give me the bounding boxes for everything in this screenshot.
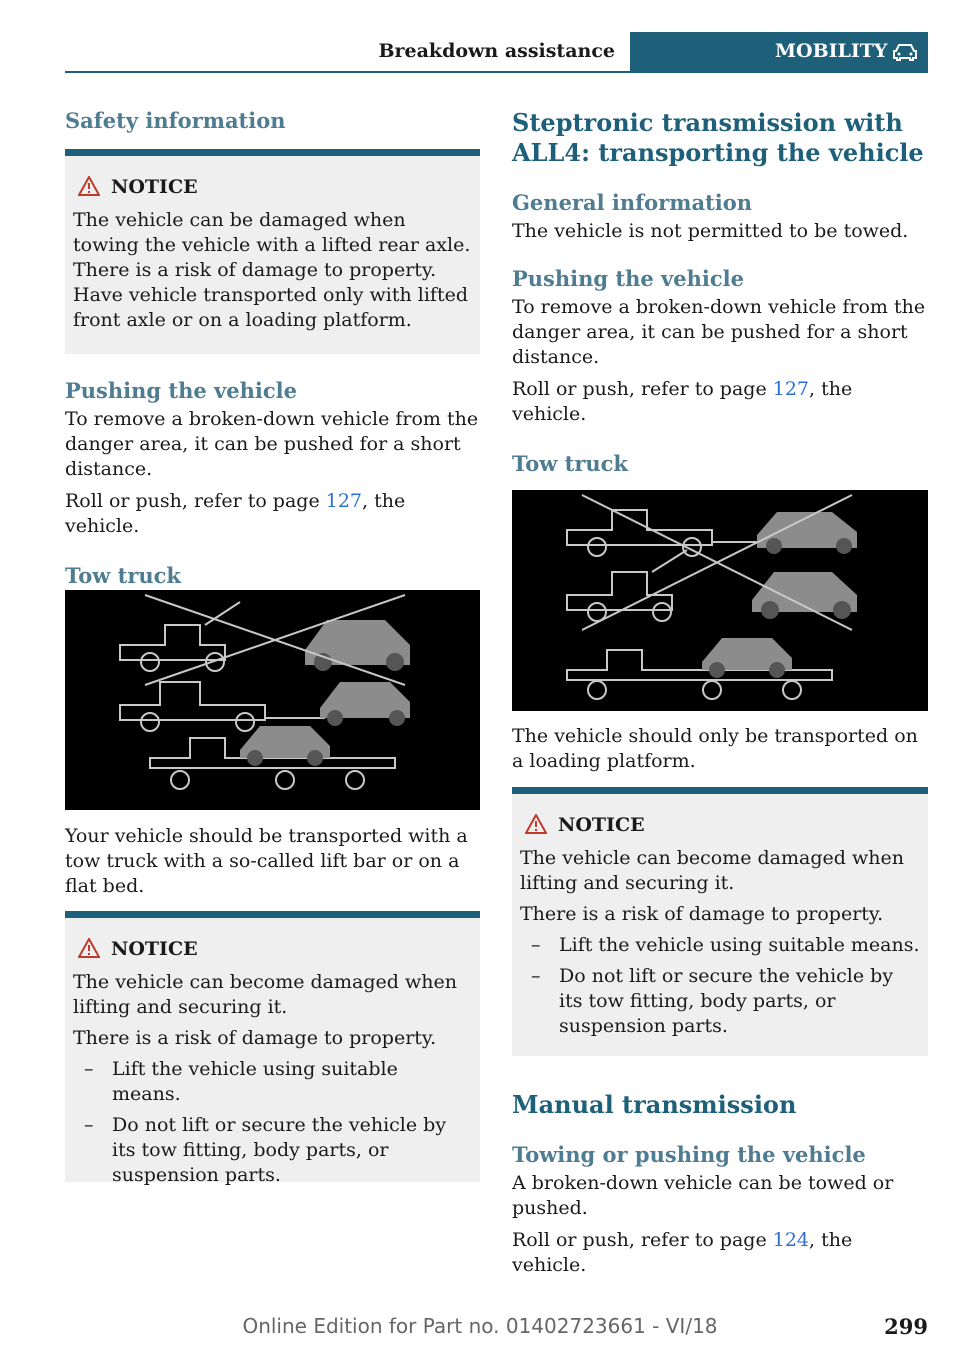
- notice-box-3: [512, 787, 928, 1056]
- roll-push-ref: Roll or push, refer to page 127, the vehicle.: [65, 490, 406, 537]
- list-item: – Lift the vehicle using suitable means.: [73, 1057, 472, 1107]
- notice-text: The vehicle can be damaged when towing the vehicle with a lifted rear axle. There is a risk of damage to property. Have vehicle transported only with lifted front axle or on a loading platform.: [73, 209, 471, 331]
- tow-truck-illustration: [512, 490, 928, 711]
- tow-truck-heading: Tow truck: [512, 451, 628, 476]
- tow-truck-heading: Tow truck: [65, 563, 181, 588]
- warning-icon: [78, 938, 100, 958]
- notice-text-1: The vehicle can become damaged when lifting and securing it.: [520, 847, 904, 894]
- footer-edition: Online Edition for Part no. 01402723661 - VI/18: [242, 1314, 718, 1338]
- notice-text-2: There is a risk of damage to property.: [520, 903, 884, 925]
- section-title: Breakdown assistance: [378, 40, 615, 62]
- manual-heading: Manual transmission: [512, 1090, 797, 1119]
- notice-text-2: There is a risk of damage to property.: [73, 1027, 437, 1049]
- page-link[interactable]: 127: [325, 490, 363, 512]
- notice-box-2: [65, 911, 480, 1186]
- warning-icon: [78, 176, 100, 196]
- tow-truck-figure: [65, 590, 480, 810]
- towing-text: A broken-down vehicle can be towed or pushed.: [512, 1172, 894, 1219]
- towing-heading: Towing or pushing the vehicle: [512, 1142, 866, 1167]
- page-header: [65, 32, 928, 73]
- tow-caption: The vehicle should only be transported on a loading platform.: [512, 725, 918, 772]
- roll-push-ref: Roll or push, refer to page 127, the vehicle.: [512, 378, 853, 425]
- list-item: – Lift the vehicle using suitable means.: [520, 933, 920, 958]
- pushing-heading: Pushing the vehicle: [65, 378, 297, 403]
- tow-truck-illustration: [65, 590, 480, 810]
- pushing-text: To remove a broken-down vehicle from the danger area, it can be pushed for a short distance.: [65, 408, 479, 480]
- notice-title: NOTICE: [73, 938, 472, 964]
- page-number: 299: [884, 1314, 928, 1339]
- warning-icon: [525, 814, 547, 834]
- page-link[interactable]: 127: [772, 378, 810, 400]
- car-icon: [892, 42, 918, 62]
- chapter-tab: [630, 32, 928, 71]
- chapter-title: MOBILITY: [775, 40, 888, 62]
- notice-title: NOTICE: [73, 176, 472, 202]
- tow-caption: Your vehicle should be transported with a tow truck with a so-called lift bar or on a flat bed.: [65, 825, 468, 897]
- general-heading: General information: [512, 190, 753, 215]
- roll-push-ref: Roll or push, refer to page 124, the vehicle.: [512, 1229, 853, 1276]
- list-item: – Do not lift or secure the vehicle by its tow fitting, body parts, or suspension parts.: [520, 964, 920, 1039]
- notice-title: NOTICE: [520, 814, 920, 840]
- safety-heading: Safety information: [65, 108, 286, 133]
- notice-text-1: The vehicle can become damaged when lifting and securing it.: [73, 971, 457, 1018]
- page-link[interactable]: 124: [772, 1229, 810, 1251]
- main-heading: Steptronic transmission with ALL4: transporting the vehicle: [512, 108, 924, 167]
- pushing-text: To remove a broken-down vehicle from the danger area, it can be pushed for a short distance.: [512, 296, 926, 368]
- general-text: The vehicle is not permitted to be towed.: [512, 220, 909, 242]
- tow-truck-figure: [512, 490, 928, 711]
- list-item: – Do not lift or secure the vehicle by its tow fitting, body parts, or suspension parts.: [73, 1113, 472, 1188]
- notice-box-1: [65, 149, 480, 354]
- pushing-heading: Pushing the vehicle: [512, 266, 744, 291]
